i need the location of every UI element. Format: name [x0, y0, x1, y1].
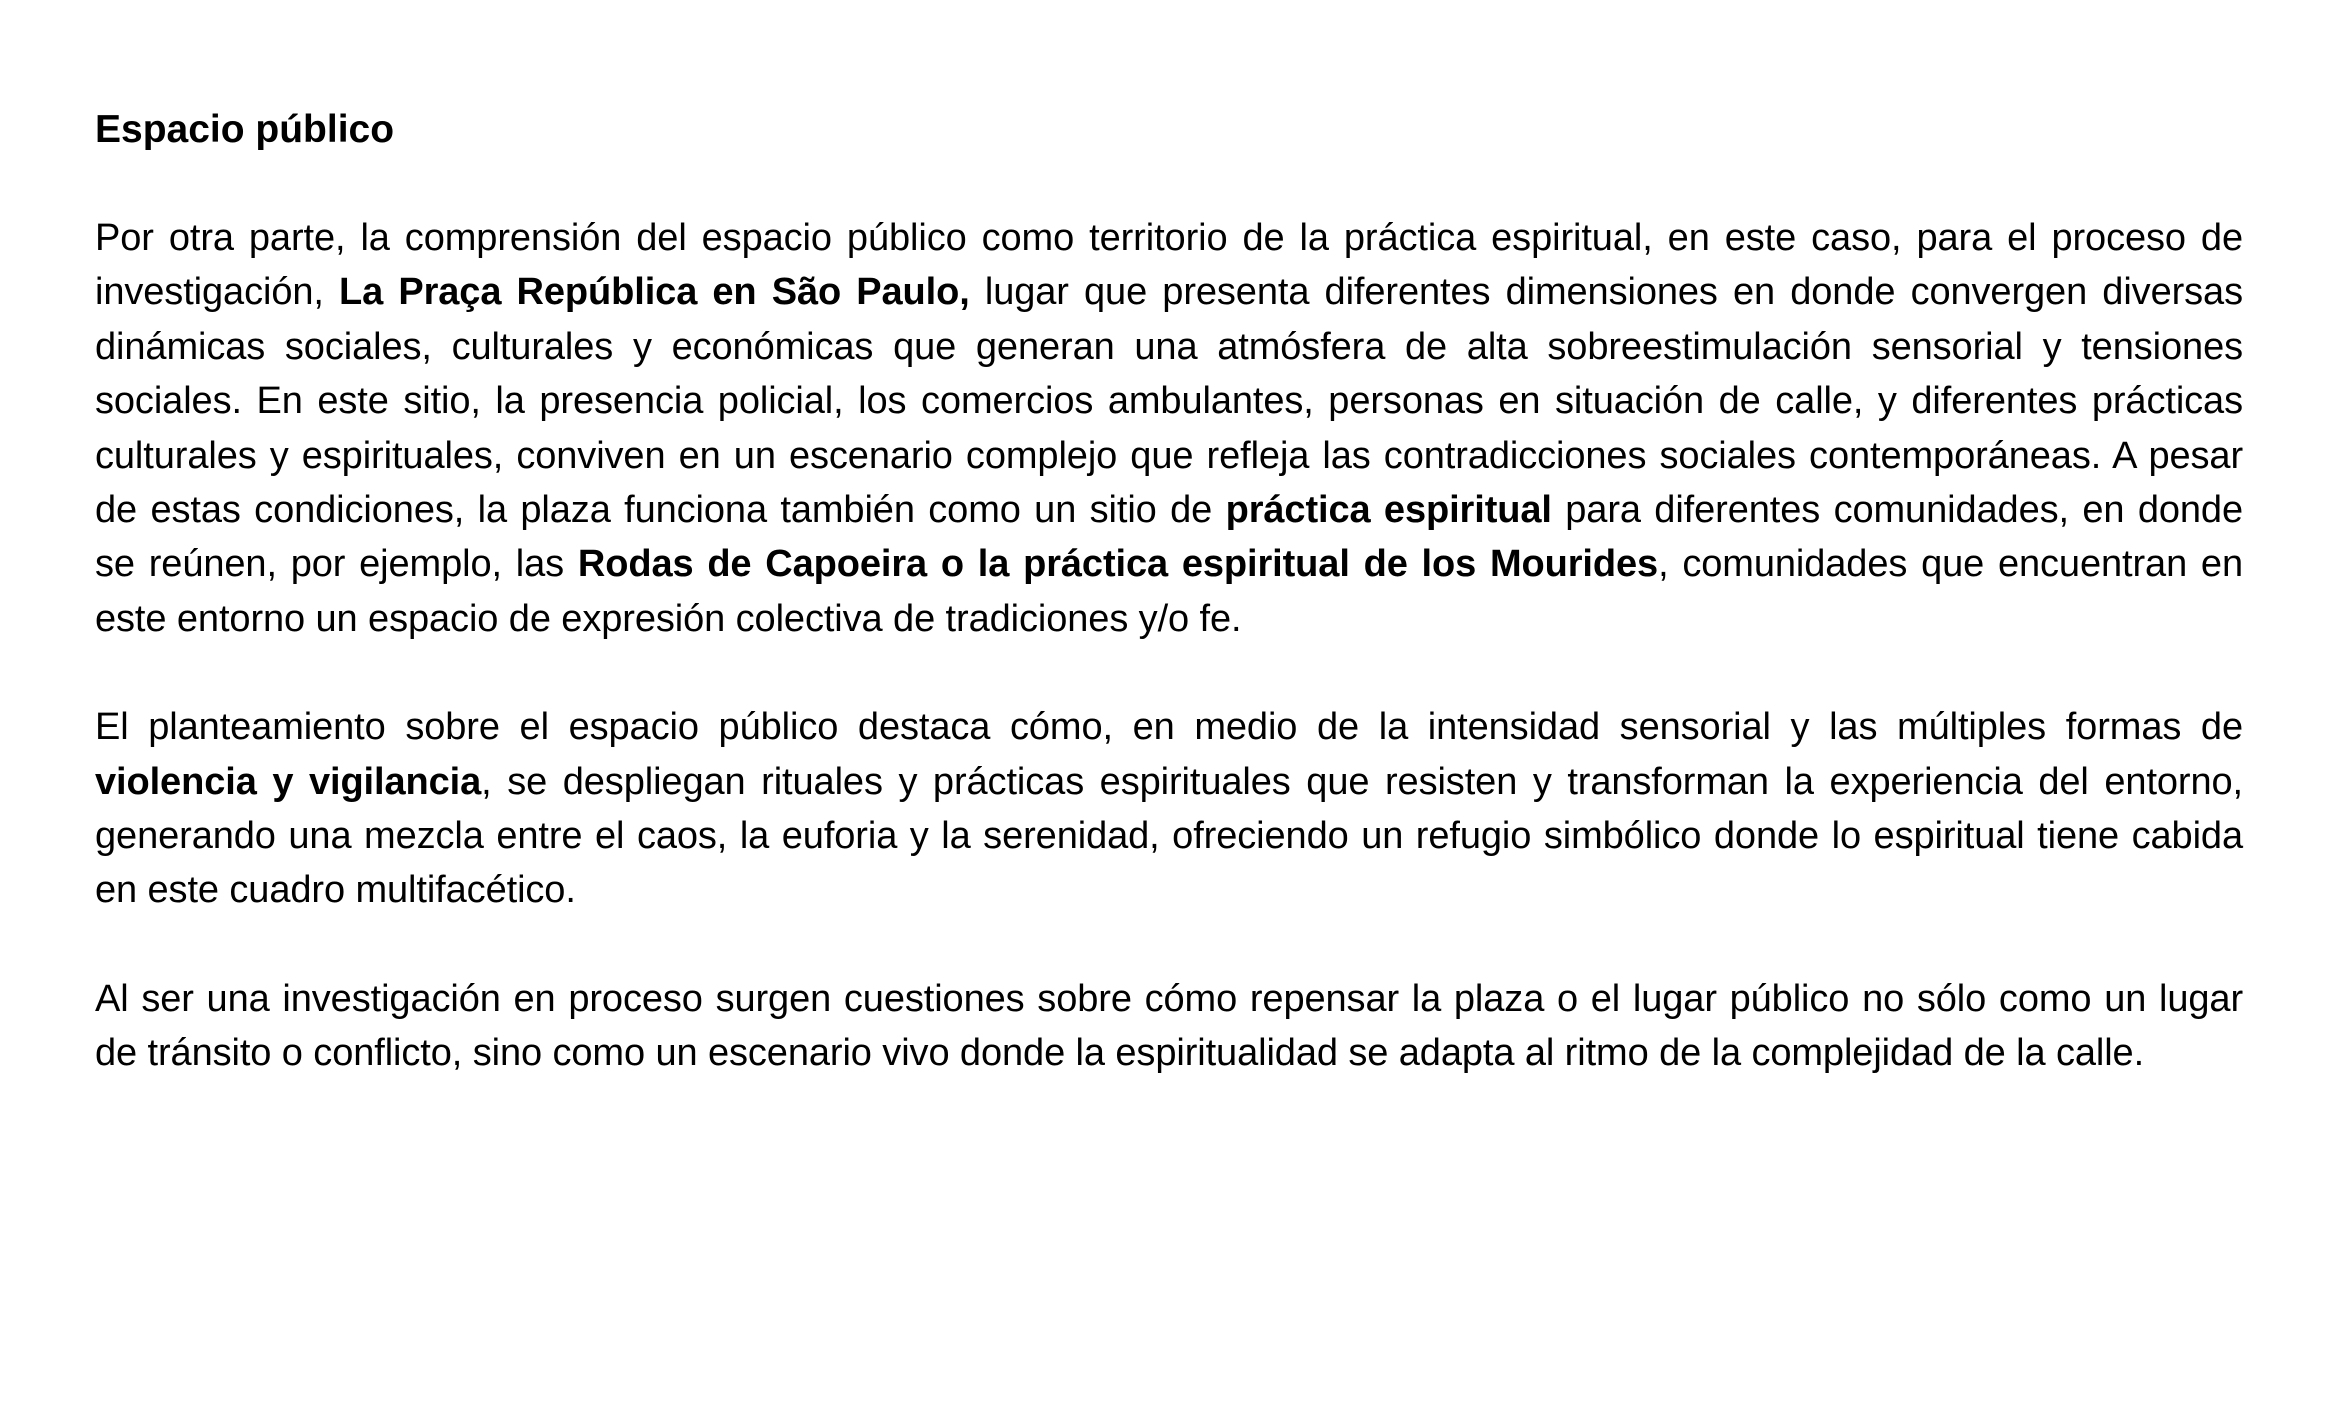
- paragraph-2: [95, 700, 2243, 918]
- bold-text-segment: La Praça República en São Paulo,: [339, 271, 970, 314]
- text-segment: lugar que presenta diferentes dimensiones en donde convergen diversas dinámicas sociales, culturales y económicas que generan una atmósfera de alta sobreestimulación sensorial y tensiones sociales. En este sitio, la presencia policial, los comercios ambulantes, personas en situación de calle, y diferentes prácticas culturales y espirituales, conviven en un escenario complejo que refleja las contradicciones sociales contemporáneas. A pesar de estas condiciones, la plaza funciona también como un sitio de: [95, 271, 2243, 532]
- text-segment: Por otra parte, la comprensión del espacio público como territorio de la práctica espiritual, en este caso, para el proceso de investigación,: [95, 217, 2243, 314]
- paragraph-3: [95, 972, 2243, 1081]
- text-segment: , comunidades que encuentran en este entorno un espacio de expresión colectiva de tradiciones y/o fe.: [95, 543, 2243, 640]
- bold-text-segment: Rodas de Capoeira o la práctica espiritual de los Mourides: [577, 543, 1659, 586]
- text-segment: Al ser una investigación en proceso surgen cuestiones sobre cómo repensar la plaza o el lugar público no sólo como un lugar de tránsito o conflicto, sino como un escenario vivo donde la espiritualidad se adapta al ritmo de la complejidad de la calle.: [95, 977, 2243, 1075]
- text-segment: , se despliegan rituales y prácticas espirituales que resisten y transforman la experiencia del entorno, generando una mezcla entre el caos, la euforia y la serenidad, ofreciendo un refugio simbólico donde lo espiritual tiene cabida en este cuadro multifacético.: [95, 760, 2244, 912]
- text-segment: para diferentes comunidades, en donde se reúnen, por ejemplo, las: [95, 489, 2243, 586]
- bold-text-segment: violencia y vigilancia: [95, 760, 482, 803]
- paragraph-1: [95, 211, 2243, 646]
- document-page: [95, 103, 2243, 1081]
- text-segment: El planteamiento sobre el espacio público destaca cómo, en medio de la intensidad sensorial y las múltiples formas de: [95, 706, 2243, 749]
- section-heading: Espacio público: [95, 108, 395, 151]
- bold-text-segment: práctica espiritual: [1225, 489, 1552, 532]
